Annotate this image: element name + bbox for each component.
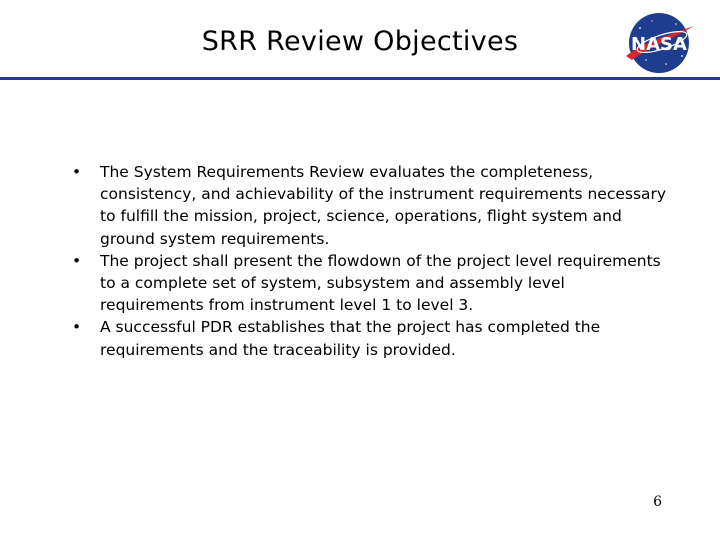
title-divider xyxy=(0,77,720,80)
bullet-text: A successful PDR establishes that the project has completed the requirements and the traceability is provided. xyxy=(100,318,601,359)
list-item xyxy=(72,316,672,360)
bullet-icon: • xyxy=(72,318,82,337)
bullet-text: The System Requirements Review evaluates the completeness, consistency, and achievability of the instrument requirements necessary to fulfill the mission, project, science, operations, flight system and ground system requirements. xyxy=(100,163,667,248)
nasa-logo-text: NASA xyxy=(631,34,687,55)
bullet-list xyxy=(72,161,672,361)
list-item xyxy=(72,250,672,317)
bullet-icon: • xyxy=(72,163,82,181)
page-number: 6 xyxy=(653,494,662,510)
list-item xyxy=(72,161,672,250)
bullet-text: The project shall present the flowdown of the project level requirements to a complete set of system, subsystem and assembly level requirements from instrument level 1 to level 3. xyxy=(100,251,661,315)
slide-title: SRR Review Objectives xyxy=(201,26,519,57)
nasa-logo xyxy=(622,12,696,74)
bullet-icon: • xyxy=(72,251,82,270)
